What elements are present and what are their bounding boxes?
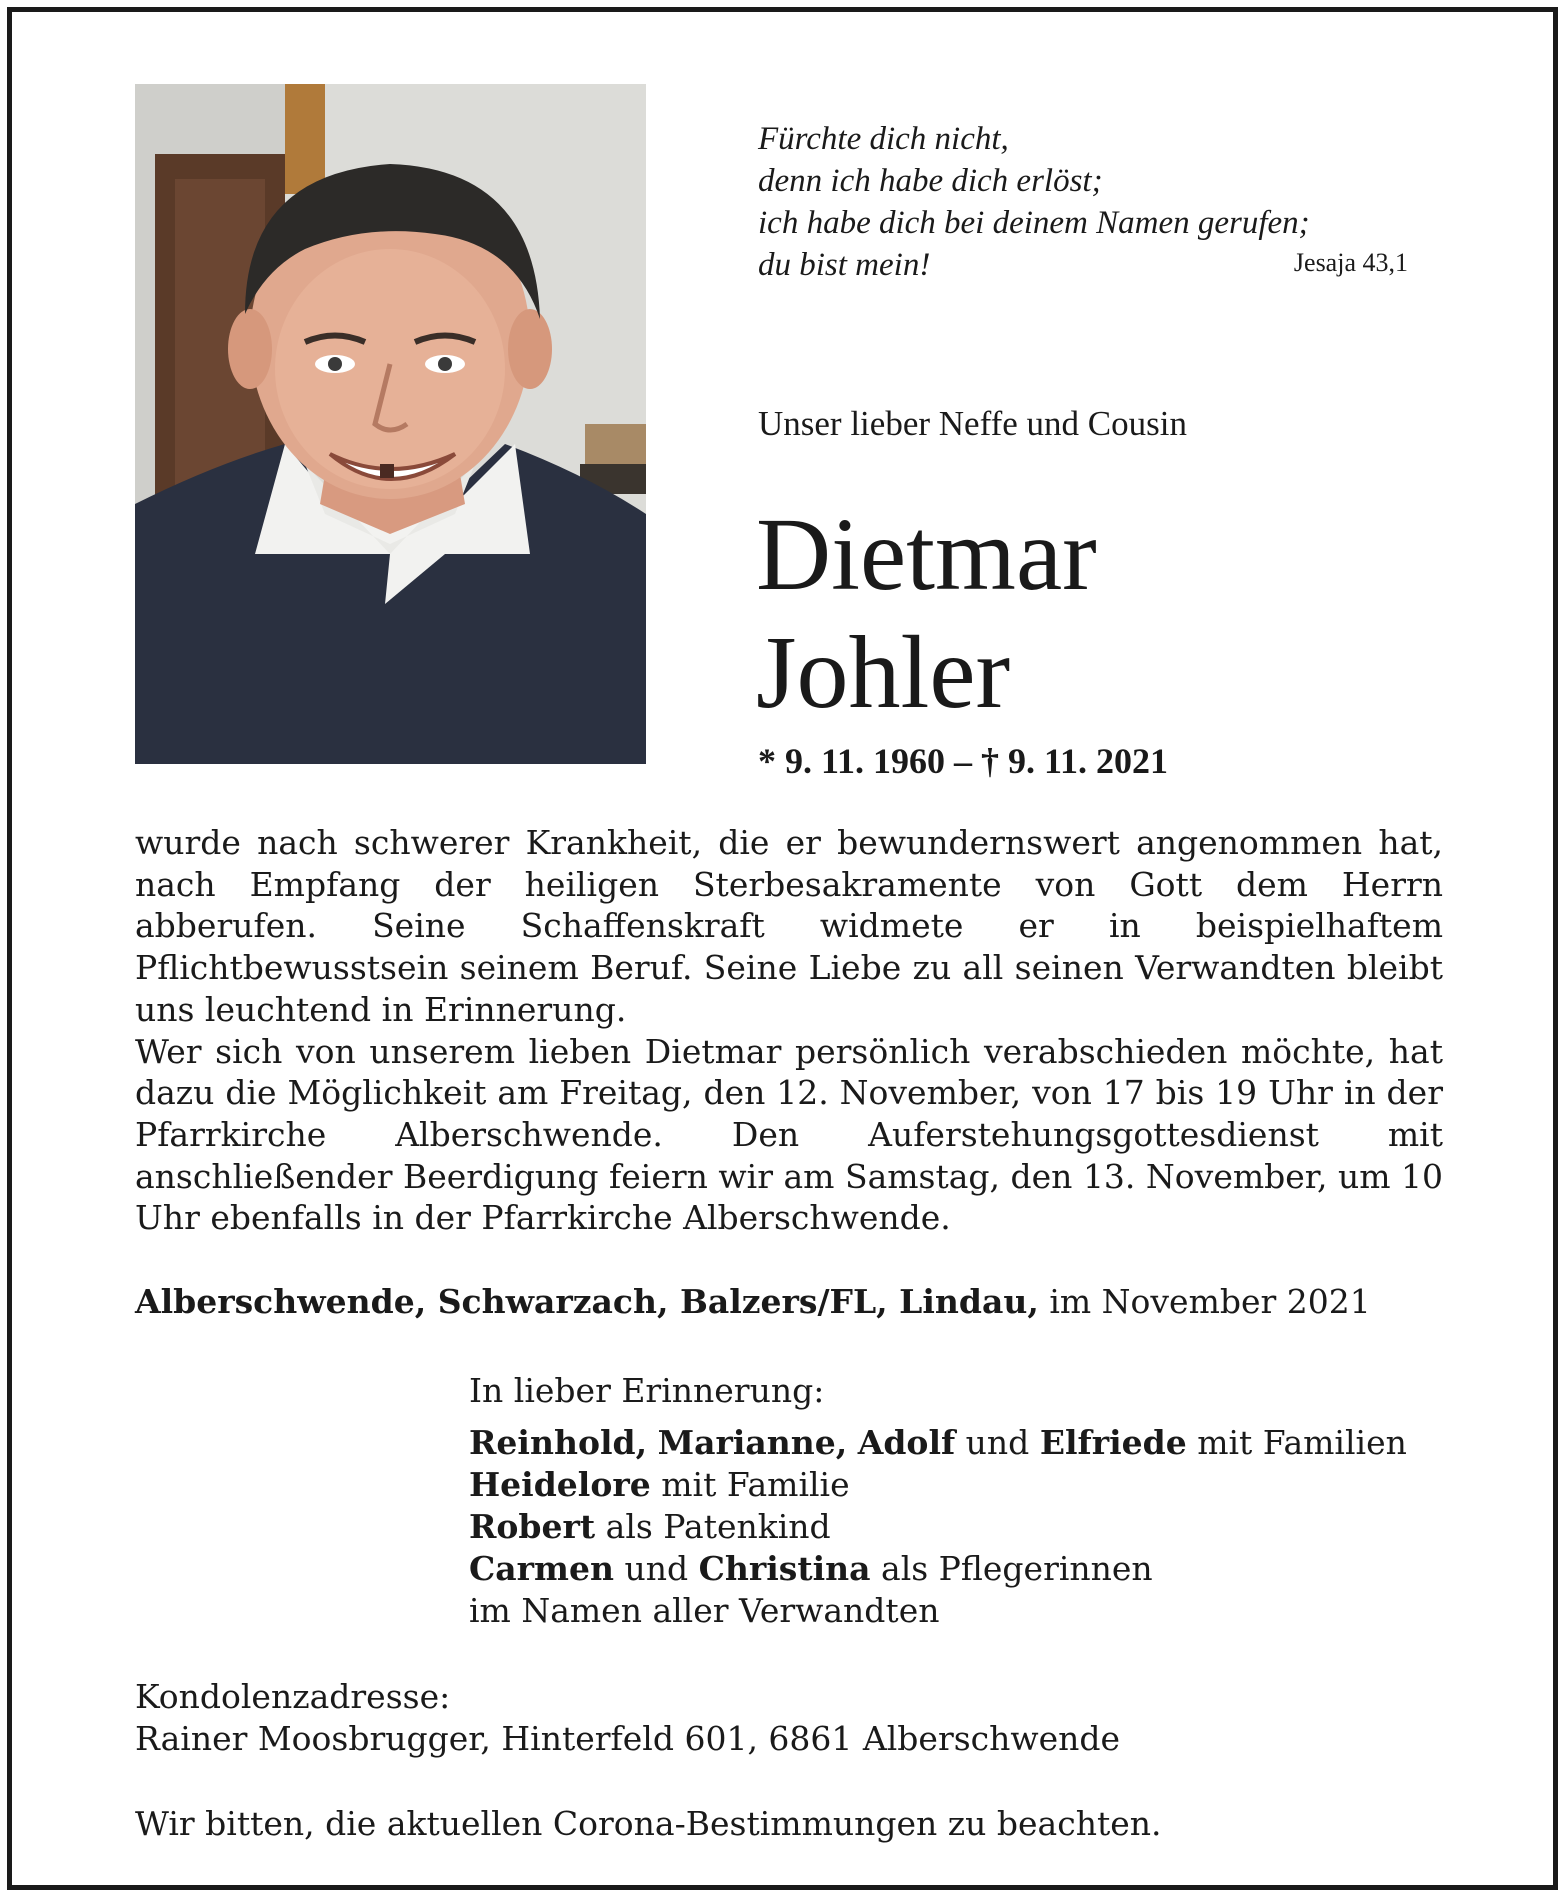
death-symbol: † [981,741,1000,781]
mourner-text: als Patenkind [605,1507,831,1546]
condolence-address [135,1676,1435,1760]
mourner-name: Marianne, [657,1423,848,1462]
condolence-address-text: Rainer Moosbrugger, Hinterfeld 601, 6861 Alberschwende [135,1719,1121,1758]
body-paragraph: wurde nach schwerer Krankheit, die er bewundernswert angenommen hat, nach Empfang der heiligen Sterbesakramente von Gott dem Herrn abberufen. Seine Schaffenskraft widmete er in beispielhaftem Pflichtbewusstsein seinem Beruf. Seine Liebe zu all seinen Verwandten bleibt uns leuchtend in Erinnerung. [135,823,1443,1029]
mourner-text: als Pflegerinnen [881,1549,1153,1588]
obituary-frame [7,7,1558,1890]
mourners-heading: In lieber Erinnerung: [469,1371,825,1410]
mourner-text: und [965,1423,1030,1462]
mourner-name: Reinhold, [469,1423,648,1462]
life-dates [758,740,1168,782]
mourner-text: und [624,1549,689,1588]
mourners-list [469,1370,1469,1632]
place-date: im November 2021 [1049,1282,1371,1321]
verse-line: denn ich habe dich erlöst; [758,163,1103,199]
mourner-name: Adolf [857,1423,956,1462]
mourner-text: mit Familie [661,1465,850,1504]
intro-text: Unser lieber Neffe und Cousin [758,404,1187,443]
mourners-row [469,1506,1469,1548]
place-and-date [135,1282,1455,1321]
mourner-name: Carmen [469,1549,614,1588]
last-name: Johler [756,615,1011,730]
corona-notice: Wir bitten, die aktuellen Corona-Bestimmungen zu beachten. [135,1804,1162,1843]
mourners-row [469,1548,1469,1590]
date-separator: – [954,741,973,781]
mourners-row [469,1464,1469,1506]
mourner-name: Elfriede [1039,1423,1187,1462]
bible-verse [758,118,1438,286]
place-locations: Alberschwende, Schwarzach, Balzers/FL, Lindau, [135,1282,1039,1321]
condolence-label: Kondolenzadresse: [135,1677,451,1716]
death-date: 9. 11. 2021 [1008,741,1169,781]
verse-line: du bist mein! [758,247,931,283]
deceased-name [756,496,1097,732]
mourners-row: im Namen aller Verwandten [469,1591,940,1630]
mourner-name: Christina [698,1549,871,1588]
mourners-row [469,1422,1469,1464]
verse-source: Jesaja 43,1 [1293,248,1408,277]
obituary-body [135,822,1443,1239]
verse-line: ich habe dich bei deinem Namen gerufen; [758,205,1310,241]
portrait-image [135,84,646,764]
body-paragraph: Wer sich von unserem lieben Dietmar persönlich verabschieden möchte, hat dazu die Möglichkeit am Freitag, den 12. November, von 17 bis 19 Uhr in der Pfarrkirche Alberschwende. Den Auferstehungsgottesdienst mit anschließender Beerdigung feiern wir am Samstag, den 13. November, um 10 Uhr ebenfalls in der Pfarrkirche Alberschwende. [135,1031,1443,1238]
mourner-name: Heidelore [469,1465,651,1504]
birth-symbol: * [758,741,776,781]
mourner-name: Robert [469,1507,596,1546]
mourner-text: mit Familien [1197,1423,1407,1462]
portrait-photo [135,84,646,764]
birth-date: 9. 11. 1960 [785,741,946,781]
first-name: Dietmar [756,497,1097,612]
verse-line: Fürchte dich nicht, [758,121,1009,157]
